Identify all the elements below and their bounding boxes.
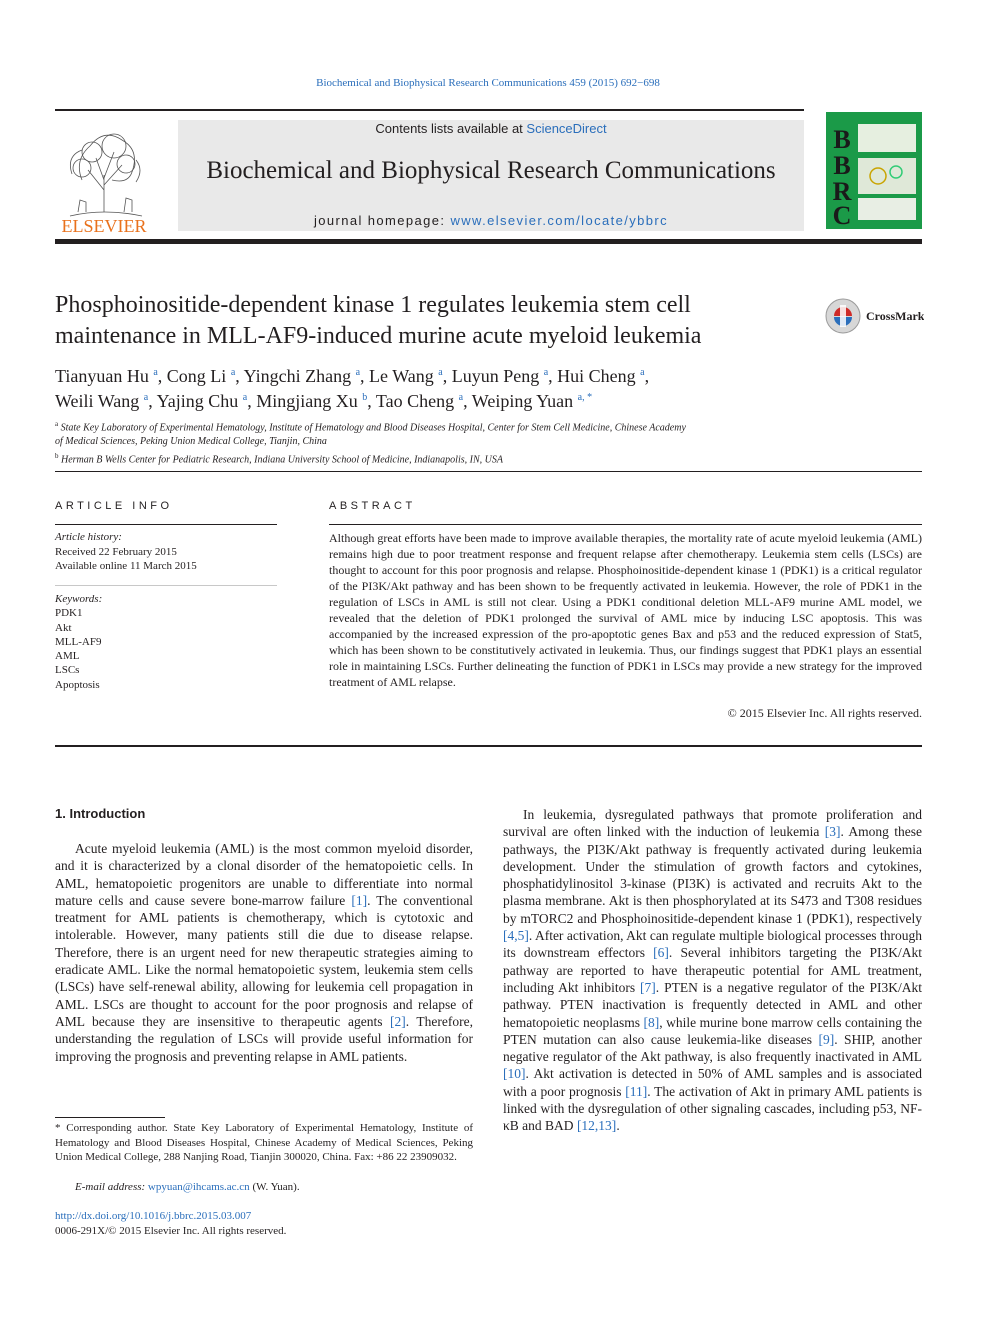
keywords-label: Keywords: <box>55 593 103 605</box>
body-text: . SHIP, another negative regulator of the Akt pathway, is also frequently inactivated in AML <box>503 1031 922 1065</box>
affiliations <box>55 417 825 468</box>
body-text: . Among these pathways, the PI3K/Akt pathway is frequently activated during leukemia development. Under the stimulation of growth factors and cytokines, phosphatidylinositol 3-kinase (PI3K) is activated and recruits Akt to the plasma membrane. Akt is then phosphorylated at its S473 and T308 residues by mTORC2 and Phosphoinositide-dependent kinase 1 (PDK1), respectively <box>503 824 922 926</box>
citation-link[interactable]: [8] <box>643 1014 660 1030</box>
citation-link[interactable]: [12,13] <box>576 1118 617 1134</box>
keyword-item: LSCs <box>55 664 80 677</box>
citation-link[interactable]: [2] <box>390 1013 406 1029</box>
keyword-item: AML <box>55 650 80 663</box>
author-separator: , <box>360 366 370 386</box>
homepage-link[interactable]: www.elsevier.com/locate/ybbrc <box>450 213 669 228</box>
author-affiliation-marker[interactable]: b <box>362 392 368 403</box>
intro-paragraph-right <box>503 806 922 1135</box>
sciencedirect-link[interactable]: ScienceDirect <box>526 121 607 136</box>
article-history <box>55 530 277 574</box>
affiliation-a <box>55 417 825 435</box>
email-footnote <box>55 1180 473 1195</box>
abstract-line: which has been shown to be constitutively activated in leukemia. Thus, our findings suggest that PDK1 <box>329 643 837 657</box>
body-text: . Therefore, understanding the regulation of LSCs will provide useful information for improving the prognosis and preventing relapse in AML patients. <box>55 1013 474 1064</box>
author-affiliation-marker[interactable]: a <box>543 367 549 378</box>
author-affiliation-marker[interactable]: a <box>640 367 645 378</box>
affiliation-a-marker: a <box>55 420 59 428</box>
crossmark-icon <box>824 297 924 335</box>
author-name[interactable]: Luyun Peng <box>451 366 540 386</box>
author-affiliation-marker[interactable]: a <box>153 367 158 378</box>
homepage-prefix: journal homepage: <box>313 213 451 228</box>
title-line-1: Phosphoinositide-dependent kinase 1 regulates leukemia stem cell <box>55 292 691 318</box>
svg-text:C: C <box>832 201 852 229</box>
citation-link[interactable]: [1] <box>351 892 368 908</box>
body-text: Acute myeloid leukemia (AML) is the most common myeloid disorder, and it is characterized by a clonal disorder of the hematopoietic cells. In AML, hematopoietic progenitors are unable to differentiate into normal mature cells and cause severe bone-marrow failure <box>55 841 473 908</box>
keywords-rule <box>55 585 277 586</box>
homepage-line <box>178 213 804 228</box>
author-separator: , <box>644 366 650 386</box>
abstract-line: Although great efforts have been made to improve available therapies, the mortality rate of acute <box>329 531 798 545</box>
corresponding-author-footnote: * Corresponding author. State Key Laboratory of Experimental Hematology, Institute of Hematology and Blood Diseases Hospital, Chinese Academy of Medical Sciences, Peking Union Medical College, 288 Nanjing Road, Tianjin 300020, China. Fax: +86 22 23909032. <box>55 1122 473 1163</box>
crossmark-button[interactable] <box>824 297 924 335</box>
body-text: . The conventional treatment for AML patients is chemotherapy, which is cytotoxic and intolerable. However, many patients still die due to disease relapse. Therefore, there is an urgent need for new therapeutic strategies aiming to eradicate AML. Like the normal hematopoietic system, leukemia stem cells (LSCs) have self-renewal ability, allowing for leukemia cell propagation in AML. LSCs are thought to account for the poor prognosis and relapse of AML because they are insensitive to therapeutic agents <box>55 892 473 1029</box>
abstract-heading: ABSTRACT <box>329 500 416 512</box>
abstract-end-rule <box>55 745 922 747</box>
citation-link[interactable]: [6] <box>653 945 669 961</box>
abstract-line: chemotherapy. Leukemia stem cells (LSCs) are thought to account for this poor prognosis and relapse. <box>329 547 923 577</box>
contents-line <box>178 121 804 136</box>
author-affiliation-marker[interactable]: a <box>458 392 464 403</box>
svg-text:R: R <box>832 177 852 206</box>
author-affiliation-marker[interactable]: a <box>242 392 248 403</box>
introduction-heading: 1. Introduction <box>55 806 146 821</box>
author-name[interactable]: Hui Cheng <box>557 366 636 386</box>
author-list <box>55 362 875 412</box>
author-separator: , <box>157 366 167 386</box>
author-separator: , <box>247 391 257 411</box>
elsevier-wordmark: ELSEVIER <box>61 216 147 236</box>
issn-copyright: 0006-291X/© 2015 Elsevier Inc. All rights reserved. <box>55 1225 287 1237</box>
journal-cover-icon <box>826 112 922 229</box>
author-affiliation-marker[interactable]: a <box>230 367 236 378</box>
body-text: . Akt activation is detected in 50% of AML samples and is associated with a poor prognosis <box>503 1066 922 1099</box>
citation-link[interactable]: [3] <box>824 824 841 840</box>
affiliation-b <box>55 449 825 467</box>
affiliation-a-cont: of Medical Sciences, Peking Union Medical College, Tianjin, China <box>55 436 327 448</box>
author-name[interactable]: Yajing Chu <box>156 391 239 411</box>
abstract-line: shown to be frequently activated in leukemia. However, the role of PDK1 in the regulation of LSCs in AML <box>329 579 922 609</box>
elsevier-logo <box>52 120 156 236</box>
author-name[interactable]: Cong Li <box>166 366 227 386</box>
affiliation-b-marker: b <box>55 452 59 461</box>
abstract-line: a new strategy for the improved treatment of AML relapse. <box>329 659 922 689</box>
online-date: Available online 11 March 2015 <box>55 560 197 572</box>
author-name[interactable]: Tianyuan Hu <box>55 366 149 386</box>
history-label: Article history: <box>55 531 122 543</box>
journal-name: Biochemical and Biophysical Research Communications <box>206 157 776 184</box>
author-separator: , <box>548 366 558 386</box>
author-name[interactable]: Weiping Yuan <box>471 391 574 411</box>
keyword-item: Akt <box>55 621 72 634</box>
body-text: In leukemia, dysregulated pathways that promote proliferation and survival are often linked with the induction of leukemia <box>503 807 922 840</box>
author-name[interactable]: Yingchi Zhang <box>243 366 352 386</box>
intro-paragraph-left <box>55 840 473 1065</box>
email-label: E-mail address: <box>75 1181 148 1193</box>
author-name[interactable]: Tao Cheng <box>375 391 455 411</box>
elsevier-tree-icon <box>52 120 156 236</box>
article-info-rule <box>55 524 277 525</box>
body-text: , while murine bone marrow cells containing the PTEN mutation can also cause leukemia-like diseases <box>503 1014 922 1047</box>
header-thick-rule <box>55 239 922 244</box>
author-affiliation-marker[interactable]: a <box>438 367 443 378</box>
citation-link[interactable]: [9] <box>818 1031 835 1047</box>
svg-text:B: B <box>833 151 851 180</box>
contents-prefix: Contents lists available at <box>375 121 527 136</box>
author-name[interactable]: Mingjiang Xu <box>256 391 358 411</box>
affiliation-a-line1: State Key Laboratory of Experimental Hematology, Institute of Hematology and Blood Diseases Hospital, Center for Stem Cell Medicine, Chinese Academy <box>60 422 686 434</box>
abstract-line: is still not clear. Using a PDK1 conditional deletion MLL-AF9 murine AML model, we revealed that the <box>329 595 923 625</box>
author-affiliation-marker[interactable]: a, * <box>577 392 593 403</box>
crossmark-label: CrossMark <box>866 309 924 323</box>
body-text: . Several inhibitors targeting the PI3K/Akt pathway are reported to have therapeutic potential for AML treatment, including Akt inhibitors <box>503 945 923 995</box>
title-line-2: maintenance in MLL-AF9-induced murine acute myeloid leukemia <box>55 323 702 349</box>
keyword-item: Apoptosis <box>55 678 100 691</box>
journal-cover-thumbnail[interactable] <box>826 112 922 229</box>
affiliation-b-text: Herman B Wells Center for Pediatric Research, Indiana University School of Medicine, Indianapolis, IN, USA <box>61 454 503 466</box>
article-info-heading: ARTICLE INFO <box>55 500 173 512</box>
doi-link[interactable]: http://dx.doi.org/10.1016/j.bbrc.2015.03.007 <box>55 1210 252 1222</box>
abstract-line: by the increased expression of the pro-apoptotic genes Bax and p53 and the reduced expression of Stat5, <box>396 627 922 641</box>
abstract-rule <box>329 524 922 525</box>
author-affiliation-marker[interactable]: a <box>355 367 361 378</box>
author-name[interactable]: Le Wang <box>369 366 434 386</box>
abstract-copyright: © 2015 Elsevier Inc. All rights reserved. <box>727 706 922 720</box>
journal-masthead <box>178 120 804 231</box>
keyword-item: MLL-AF9 <box>55 635 102 648</box>
email-link[interactable]: wpyuan@ihcams.ac.cn <box>147 1181 250 1193</box>
author-separator: , <box>367 391 376 411</box>
author-affiliation-marker[interactable]: a <box>143 392 149 403</box>
svg-text:B: B <box>833 125 851 154</box>
citation-link[interactable]: [4,5] <box>503 928 529 944</box>
body-text: . The activation of Akt in primary AML patients is linked with the dysregulation of other signaling cascades, including p53, NF-κB and BAD <box>503 1083 922 1134</box>
keywords <box>55 592 277 692</box>
abstract-text <box>329 530 922 690</box>
email-suffix: (W. Yuan). <box>249 1181 300 1193</box>
received-date: Received 22 February 2015 <box>55 545 177 558</box>
header-rule <box>55 109 804 111</box>
citation-link[interactable]: [10] <box>503 1066 526 1082</box>
abstract-line: deletion of PDK1 prolonged the survival of AML mice by inducing LSC apoptosis. This was accompanied <box>329 611 922 641</box>
body-text: . PTEN is a negative regulator of the PI3K/Akt pathway. PTEN inactivation is frequently detected in AML and other hematopoietic neoplasms <box>503 979 922 1030</box>
author-separator: , <box>235 366 244 386</box>
body-text: . <box>616 1118 620 1134</box>
author-name[interactable]: Weili Wang <box>55 391 140 411</box>
body-text: . After activation, Akt can regulate multiple biological processes through its downstream effectors <box>503 928 922 961</box>
affiliation-rule <box>55 471 922 472</box>
author-separator: , <box>442 366 452 386</box>
abstract-line: plays an essential role in maintaining LSCs. Further delineating the function of PDK1 in LSCs may provide <box>329 643 922 673</box>
footnote-rule <box>55 1117 165 1118</box>
keyword-item: PDK1 <box>55 607 83 620</box>
author-separator: , <box>148 391 157 411</box>
citation-link[interactable]: [7] <box>640 979 656 995</box>
abstract-line: Phosphoinositide-dependent kinase 1 (PDK1) is a critical regulator of the PI3K/Akt pathway and has been <box>329 563 922 593</box>
citation-link[interactable]: [11] <box>625 1083 648 1099</box>
article-title <box>55 290 815 352</box>
abstract-line: myeloid leukemia (AML) remains high due to poor treatment response and frequent relapse after <box>329 531 922 561</box>
author-separator: , <box>463 391 472 411</box>
journal-citation-link[interactable]: Biochemical and Biophysical Research Communications 459 (2015) 692−698 <box>316 77 660 89</box>
